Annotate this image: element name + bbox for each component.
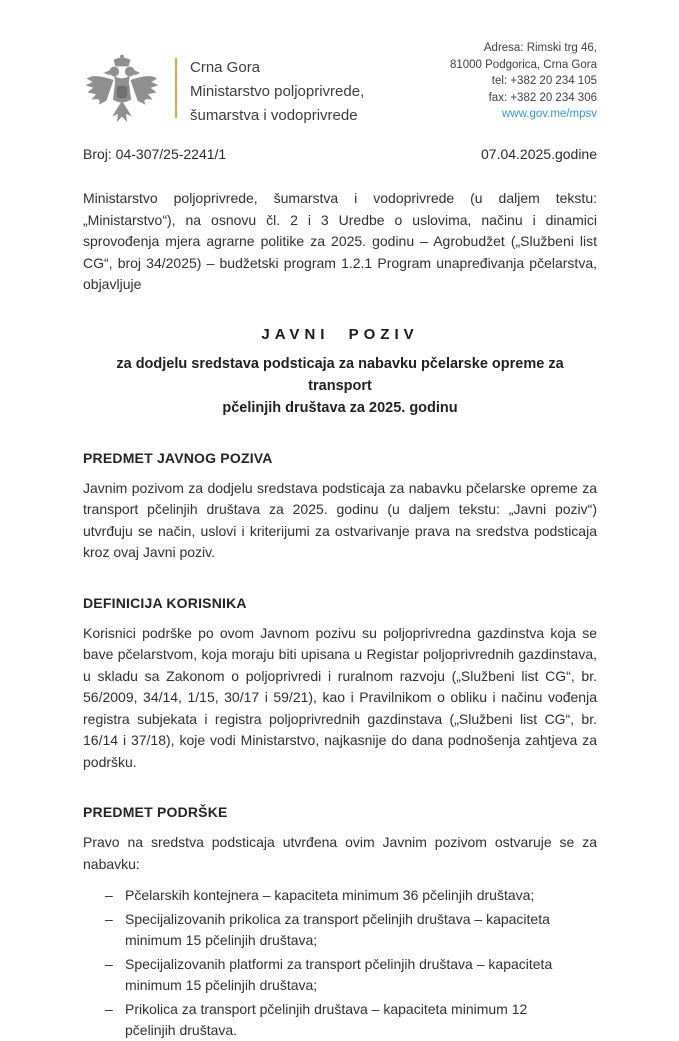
ministry-brand	[83, 52, 364, 134]
list-item	[105, 909, 575, 951]
document-subtitle-line1: za dodjelu sredstava podsticaja za nabavku pčelarske opreme za transport	[116, 355, 564, 394]
list-item-text: Specijalizovanih prikolica za transport pčelinjih društava – kapaciteta minimum 15 pčelinjih društava;	[125, 911, 550, 948]
section-body: Korisnici podrške po ovom Javnom pozivu su poljoprivredna gazdinstva koja se bave pčelarstvom, koja moraju biti upisana u Registar poljoprivrednih gazdinstava, u skladu sa Zakonom o poljoprivredi i ruralnom razvoju („Službeni list CG“, br. 56/2009, 34/14, 1/15, 30/17 i 59/21), kao i Pravilnikom o obliku i načinu vođenja registra subjekata i registra poljoprivrednih gazdinstava („Službeni list CG“, br. 16/14 i 37/18), koje vodi Ministarstvo, najkasnije do dana podnošenja zahtjeva za podršku.	[83, 624, 597, 770]
document-subtitle-line2: pčelinjih društava za 2025. godinu	[222, 399, 458, 416]
reference-row	[83, 146, 597, 162]
support-items-list	[105, 885, 597, 1041]
section-body: Javnim pozivom za dodjelu sredstava podsticaja za nabavku pčelarske opreme za transport pčelinjih društava za 2025. godinu (u daljem tekstu: „Javni poziv“) utvrđuju se način, uslovi i kriterijumi za ostvarivanje prava na sredstva podsticaja kroz ovaj Javni poziv.	[83, 479, 597, 560]
dash-marker: –	[105, 956, 113, 972]
dash-marker: –	[105, 911, 113, 927]
list-item-text: Prikolica za transport pčelinjih društava – kapaciteta minimum 12 pčelinjih društava.	[125, 1001, 528, 1038]
montenegro-coat-of-arms-icon	[83, 52, 161, 134]
contact-block	[450, 38, 597, 123]
website-link[interactable]: www.gov.me/mpsv	[501, 108, 597, 120]
org-country: Crna Gora	[190, 59, 261, 76]
contact-address-line1: Adresa: Rimski trg 46,	[483, 42, 597, 54]
section-body: Pravo na sredstva podsticaja utvrđena ovim Javnim pozivom ostvaruje se za nabavku:	[83, 834, 597, 872]
document-date: 07.04.2025.godine	[481, 146, 597, 162]
contact-tel: tel: +382 20 234 105	[491, 75, 597, 87]
list-item-text: Pčelarskih kontejnera – kapaciteta minimum 36 pčelinjih društava;	[125, 887, 535, 903]
section-predmet-podrske	[83, 804, 597, 1041]
org-ministry-line2: šumarstva i vodoprivrede	[190, 107, 358, 124]
contact-address-line2: 81000 Podgorica, Crna Gora	[449, 58, 597, 71]
ministry-name	[190, 52, 364, 128]
section-heading: PREDMET JAVNOG POZIVA	[83, 449, 273, 466]
brand-accent-divider	[175, 58, 177, 118]
section-predmet-javnog-poziva	[83, 450, 597, 564]
intro-paragraph: Ministarstvo poljoprivrede, šumarstva i vodoprivrede (u daljem tekstu: „Ministarstvo“), na osnovu čl. 2 i 3 Uredbe o uslovima, načinu i dinamici sprovođenja mjera agrarne politike za 2025. godinu – Agrobudžet („Službeni list CG“, broj 34/2025) – budžetski program 1.2.1 Program unapređivanja pčelarstva, objavljuje	[83, 190, 597, 292]
list-item	[105, 999, 575, 1041]
list-item	[105, 885, 575, 906]
section-heading: PREDMET PODRŠKE	[83, 804, 228, 820]
dash-marker: –	[105, 887, 113, 903]
letterhead	[83, 38, 597, 134]
contact-fax: fax: +382 20 234 306	[488, 91, 597, 104]
section-heading: DEFINICIJA KORISNIKA	[83, 594, 247, 611]
list-item	[105, 954, 575, 996]
list-item-text: Specijalizovanih platformi za transport pčelinjih društava – kapaciteta minimum 15 pčelinjih društava;	[125, 956, 553, 993]
dash-marker: –	[105, 1001, 113, 1017]
document-title: JAVNI POZIV	[261, 325, 419, 343]
org-ministry-line1: Ministarstvo poljoprivrede,	[190, 83, 365, 100]
document-number: Broj: 04-307/25-2241/1	[83, 146, 227, 162]
section-definicija-korisnika	[83, 595, 597, 774]
document-subtitle	[83, 353, 597, 419]
